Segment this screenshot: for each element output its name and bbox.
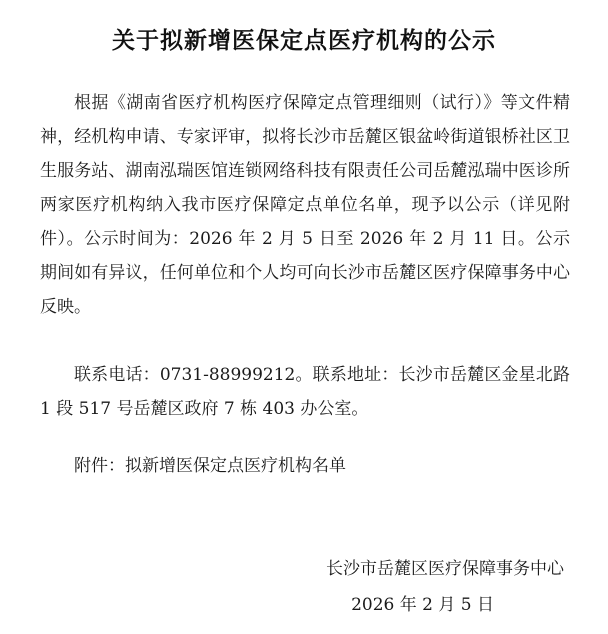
signature-date: 2026 年 2 月 5 日	[351, 595, 494, 615]
notice-body	[40, 86, 570, 324]
notice-contact	[40, 358, 570, 426]
notice-title: 关于拟新增医保定点医疗机构的公示	[112, 28, 496, 54]
notice-paragraph-main: 根据《湖南省医疗机构医疗保障定点管理细则（试行）》等文件精神，经机构申请、专家评审，拟将长沙市岳麓区银盆岭街道银桥社区卫生服务站、湖南泓瑞医馆连锁网络科技有限责任公司岳麓泓瑞中医诊所两家医疗机构纳入我市医疗保障定点单位名单，现予以公示（详见附件）。公示时间为：2026 年 2 月 5 日至 2026 年 2 月 11 日。公示期间如有异议，任何单位和个人均可向长沙市岳麓区医疗保障事务中心反映。	[40, 93, 570, 317]
signature-org: 长沙市岳麓区医疗保障事务中心	[326, 559, 564, 579]
notice-paragraph-contact: 联系电话：0731-88999212。联系地址：长沙市岳麓区金星北路 1 段 517 号岳麓区政府 7 栋 403 办公室。	[40, 365, 570, 419]
notice-attachment[interactable]: 附件：拟新增医保定点医疗机构名单	[74, 456, 346, 476]
